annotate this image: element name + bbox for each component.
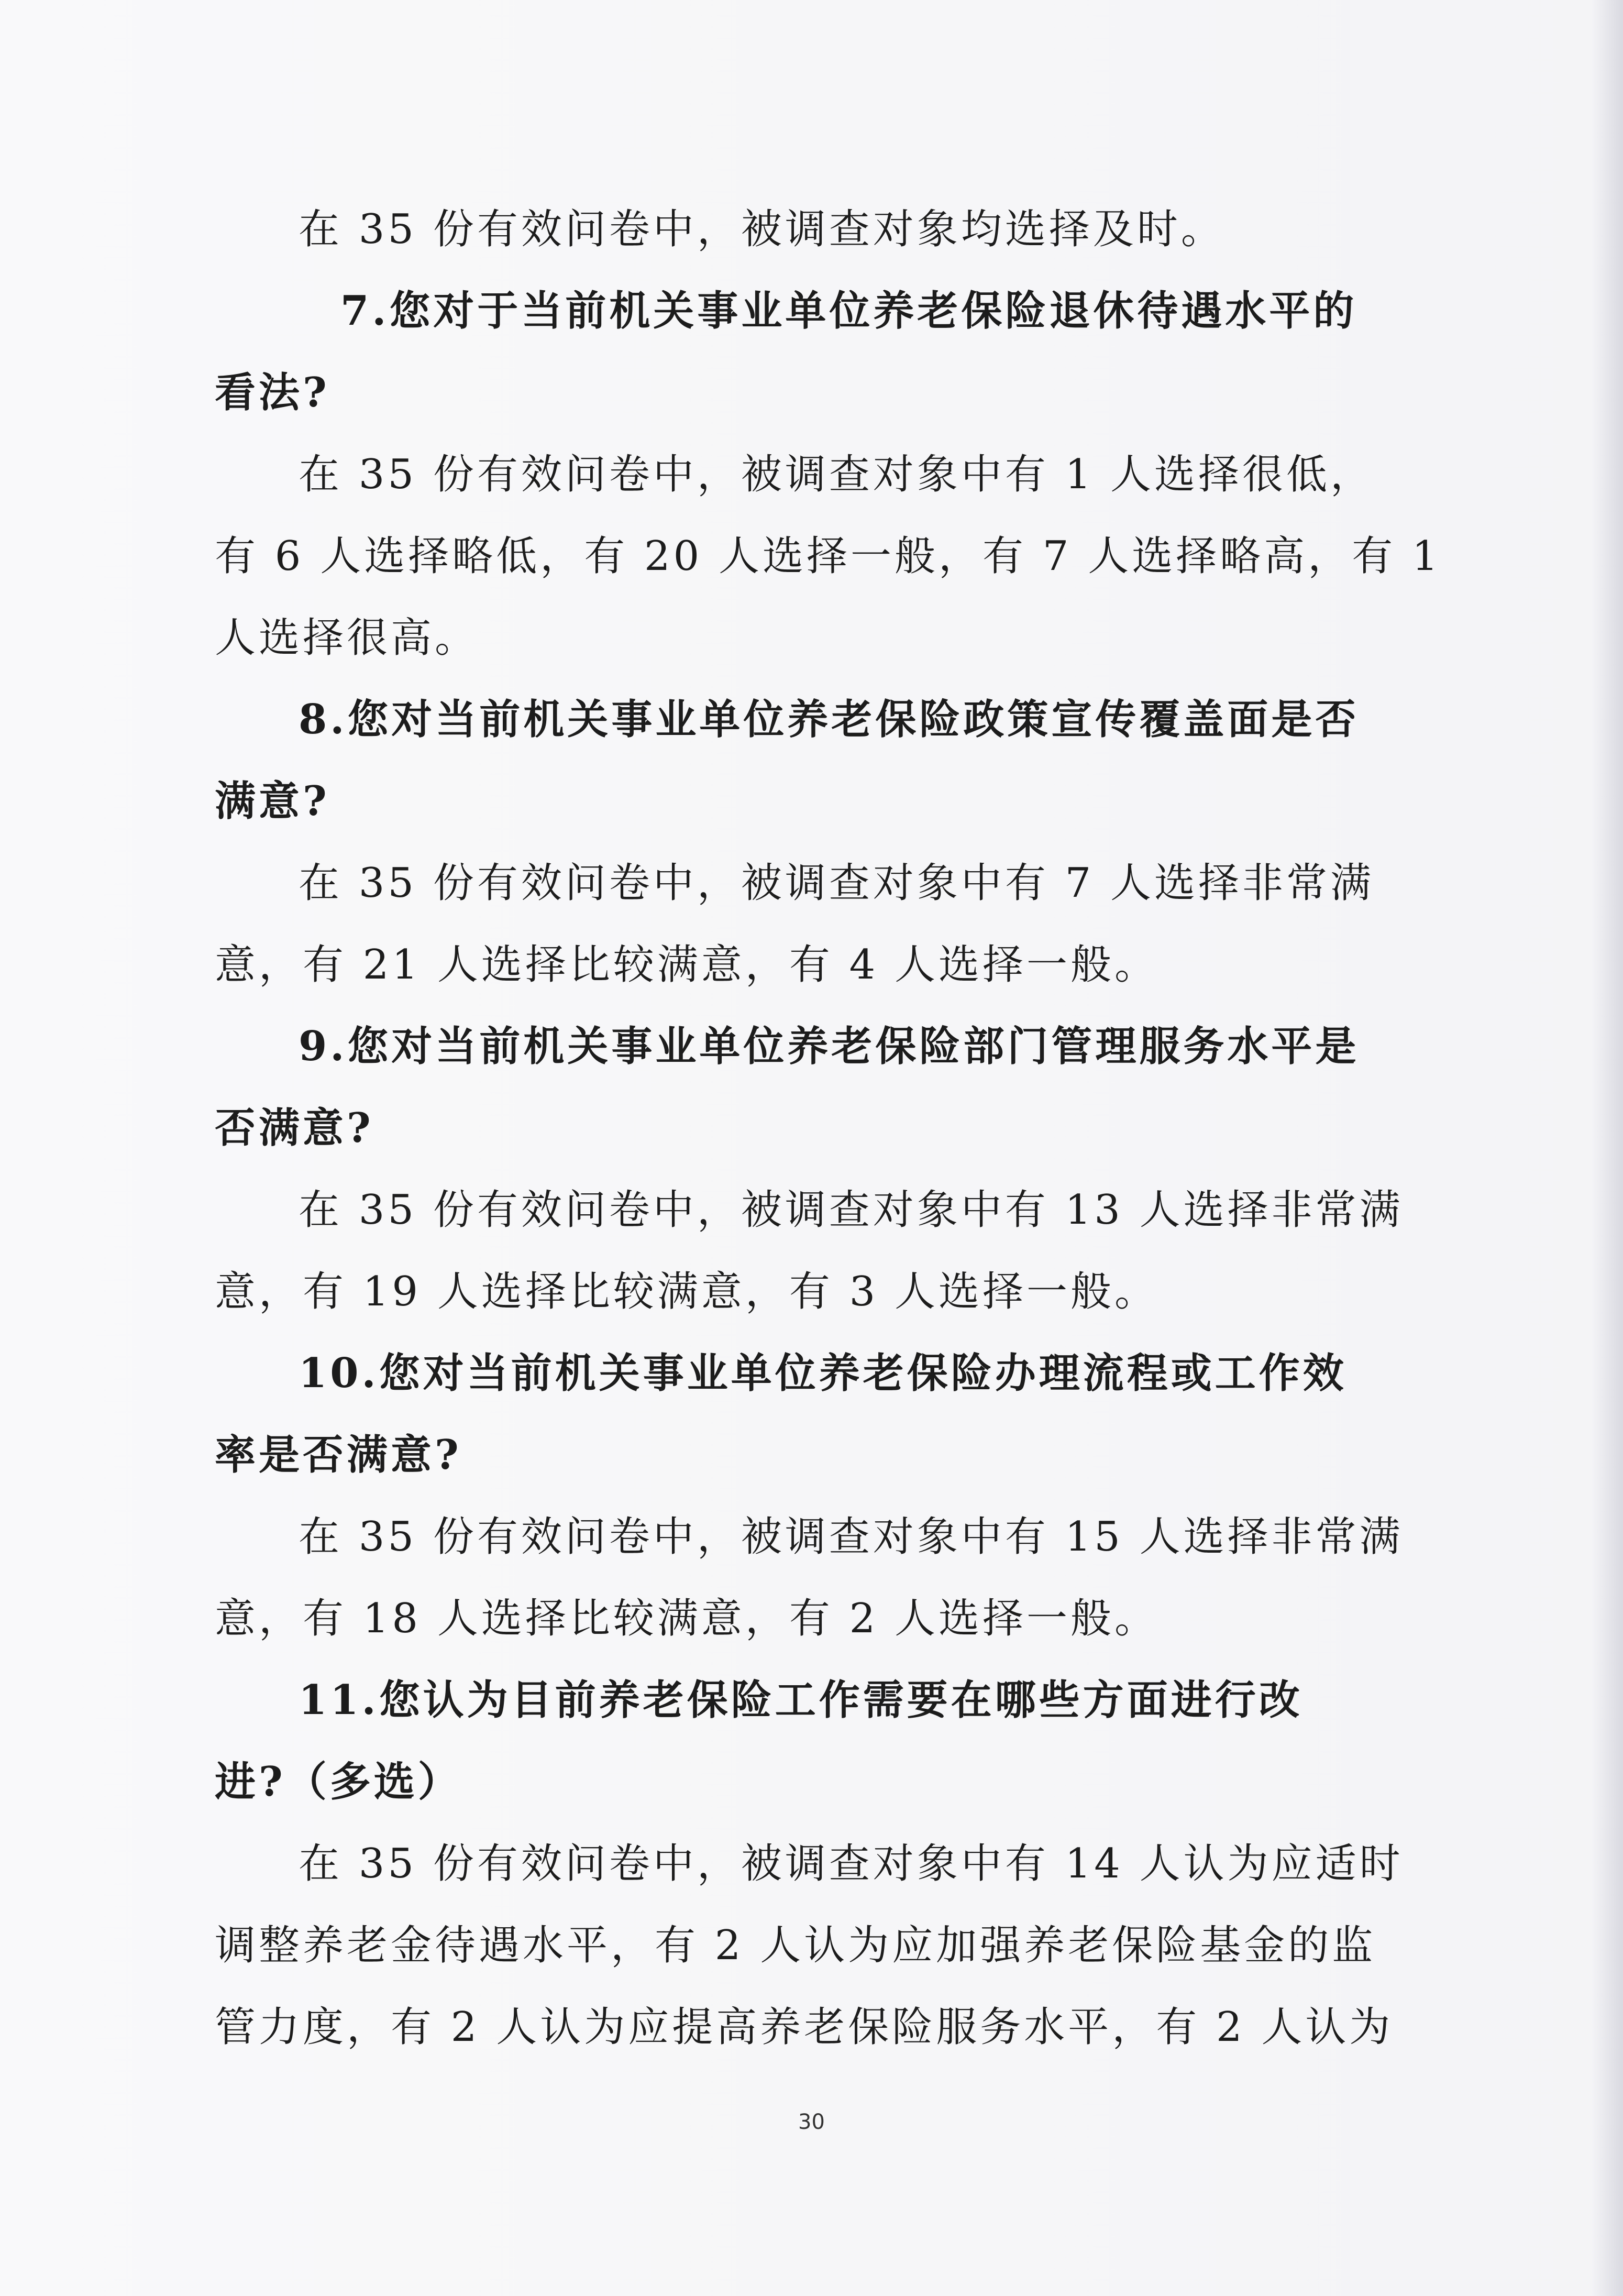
question-heading-line: 8.您对当前机关事业单位养老保险政策宣传覆盖面是否 <box>299 696 1360 743</box>
paragraph-line: 意，有 21 人选择比较满意，有 4 人选择一般。 <box>215 941 1159 988</box>
question-heading-line: 9.您对当前机关事业单位养老保险部门管理服务水平是 <box>299 1023 1360 1070</box>
paragraph-line: 在 35 份有效问卷中，被调查对象中有 13 人选择非常满 <box>299 1187 1404 1234</box>
question-heading-line: 否满意? <box>215 1104 374 1152</box>
question-heading-line: 进?（多选） <box>215 1758 462 1806</box>
question-heading-line: 7.您对于当前机关事业单位养老保险退休待遇水平的 <box>340 287 1357 335</box>
question-heading-line: 满意? <box>215 777 330 825</box>
paragraph-line: 在 35 份有效问卷中，被调查对象中有 7 人选择非常满 <box>299 860 1375 907</box>
question-heading-line: 11.您认为目前养老保险工作需要在哪些方面进行改 <box>299 1676 1303 1724</box>
page-number: 30 <box>798 2110 825 2134</box>
paragraph-line: 有 6 人选择略低，有 20 人选择一般，有 7 人选择略高，有 1 <box>215 533 1441 580</box>
paragraph-line: 人选择很高。 <box>215 614 479 662</box>
paragraph-line: 管力度，有 2 人认为应提高养老保险服务水平，有 2 人认为 <box>215 2004 1394 2051</box>
paragraph-line: 在 35 份有效问卷中，被调查对象中有 14 人认为应适时 <box>299 1840 1404 1887</box>
paragraph-line: 在 35 份有效问卷中，被调查对象中有 15 人选择非常满 <box>299 1513 1404 1561</box>
paragraph-line: 调整养老金待遇水平，有 2 人认为应加强养老保险基金的监 <box>215 1922 1376 1969</box>
question-heading-line: 率是否满意? <box>215 1431 462 1479</box>
question-heading-line: 10.您对当前机关事业单位养老保险办理流程或工作效 <box>299 1349 1347 1397</box>
scan-edge-shadow <box>1592 0 1623 2296</box>
paragraph-line: 意，有 19 人选择比较满意，有 3 人选择一般。 <box>215 1268 1159 1315</box>
question-heading-line: 看法? <box>215 369 330 416</box>
paragraph-line: 在 35 份有效问卷中，被调查对象均选择及时。 <box>299 206 1225 253</box>
paragraph-line: 意，有 18 人选择比较满意，有 2 人选择一般。 <box>215 1595 1159 1642</box>
paragraph-line: 在 35 份有效问卷中，被调查对象中有 1 人选择很低， <box>299 451 1375 498</box>
body-text <box>215 189 1441 2068</box>
